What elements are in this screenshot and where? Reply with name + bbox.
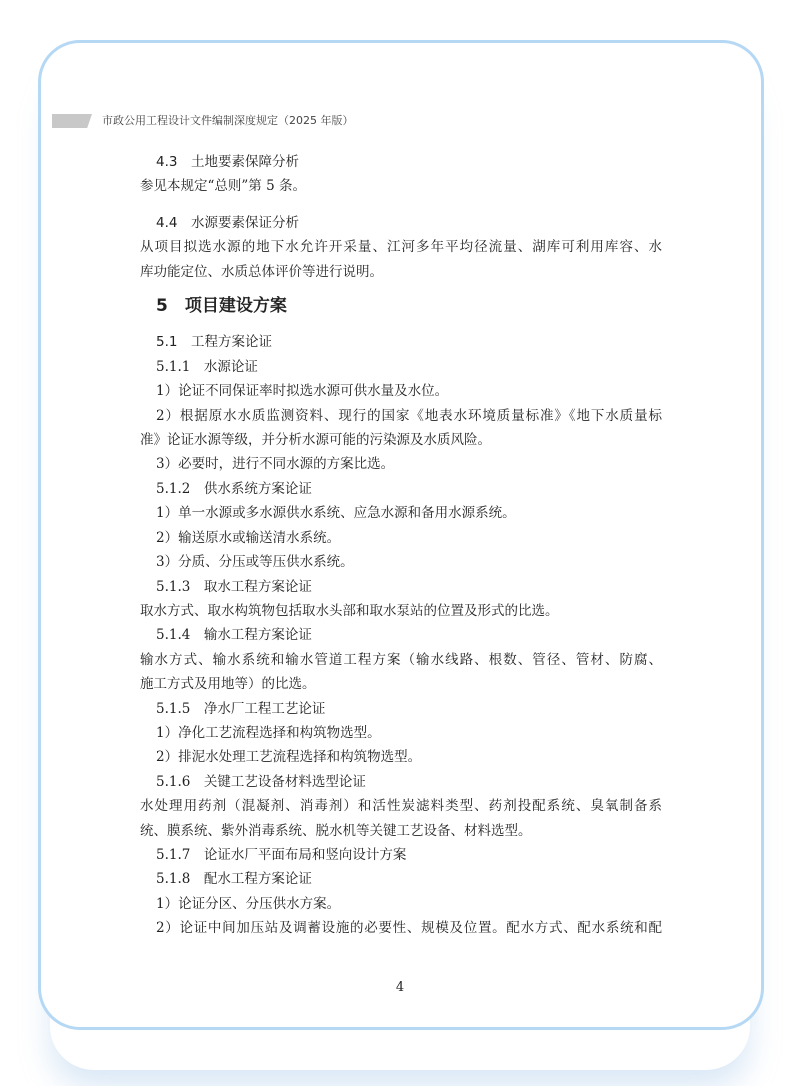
heading-4-4: 4.4 水源要素保证分析 xyxy=(156,214,299,231)
list-item: 2）根据原水水质监测资料、现行的国家《地表水环境质量标准》《地下水质量标 xyxy=(156,407,662,424)
heading-5-1-4: 5.1.4 输水工程方案论证 xyxy=(156,627,312,644)
list-item: 3）分质、分压或等压供水系统。 xyxy=(156,554,354,571)
list-item: 2）输送原水或输送清水系统。 xyxy=(156,529,341,546)
paragraph: 参见本规定“总则”第 5 条。 xyxy=(140,178,306,195)
list-item: 1）论证分区、分压供水方案。 xyxy=(156,895,341,912)
paragraph-line: 施工方式及用地等）的比选。 xyxy=(140,676,316,693)
paragraph-line: 库功能定位、水质总体评价等进行说明。 xyxy=(140,263,383,280)
list-item: 3）必要时，进行不同水源的方案比选。 xyxy=(156,456,395,473)
heading-4-3: 4.3 土地要素保障分析 xyxy=(156,154,299,170)
paragraph-line: 水处理用药剂（混凝剂、消毒剂）和活性炭滤料类型、药剂投配系统、臭氧制备系 xyxy=(140,798,662,815)
heading-5-1-7: 5.1.7 论证水厂平面布局和竖向设计方案 xyxy=(156,846,407,863)
list-item-cont: 准》论证水源等级，并分析水源可能的污染源及水质风险。 xyxy=(140,432,491,449)
list-item: 1）论证不同保证率时拟选水源可供水量及水位。 xyxy=(156,383,449,400)
paragraph: 取水方式、取水构筑物包括取水头部和取水泵站的位置及形式的比选。 xyxy=(140,602,559,619)
heading-5-1-1: 5.1.1 水源论证 xyxy=(156,358,258,375)
paragraph-line: 输水方式、输水系统和输水管道工程方案（输水线路、根数、管径、管材、防腐、 xyxy=(140,651,662,668)
running-header: 市政公用工程设计文件编制深度规定（2025 年版） xyxy=(102,114,354,127)
heading-5-1-2: 5.1.2 供水系统方案论证 xyxy=(156,480,312,497)
list-item: 2）排泥水处理工艺流程选择和构筑物选型。 xyxy=(156,749,422,766)
list-item: 1）单一水源或多水源供水系统、应急水源和备用水源系统。 xyxy=(156,505,516,522)
heading-5-1-8: 5.1.8 配水工程方案论证 xyxy=(156,871,312,888)
list-item: 1）净化工艺流程选择和构筑物选型。 xyxy=(156,724,381,741)
paragraph-line: 从项目拟选水源的地下水允许开采量、江河多年平均径流量、湖库可利用库容、水 xyxy=(140,239,662,256)
heading-5: 5 项目建设方案 xyxy=(156,296,287,317)
heading-5-1-6: 5.1.6 关键工艺设备材料选型论证 xyxy=(156,773,366,790)
list-item: 2）论证中间加压站及调蓄设施的必要性、规模及位置。配水方式、配水系统和配 xyxy=(156,920,662,937)
header-decoration xyxy=(52,114,92,128)
heading-5-1-5: 5.1.5 净水厂工程工艺论证 xyxy=(156,700,326,717)
paragraph-line: 统、膜系统、紫外消毒系统、脱水机等关键工艺设备、材料选型。 xyxy=(140,822,532,839)
heading-5-1-3: 5.1.3 取水工程方案论证 xyxy=(156,578,312,595)
heading-5-1: 5.1 工程方案论证 xyxy=(156,334,272,351)
page-number: 4 xyxy=(395,980,405,995)
page-content xyxy=(140,150,662,941)
